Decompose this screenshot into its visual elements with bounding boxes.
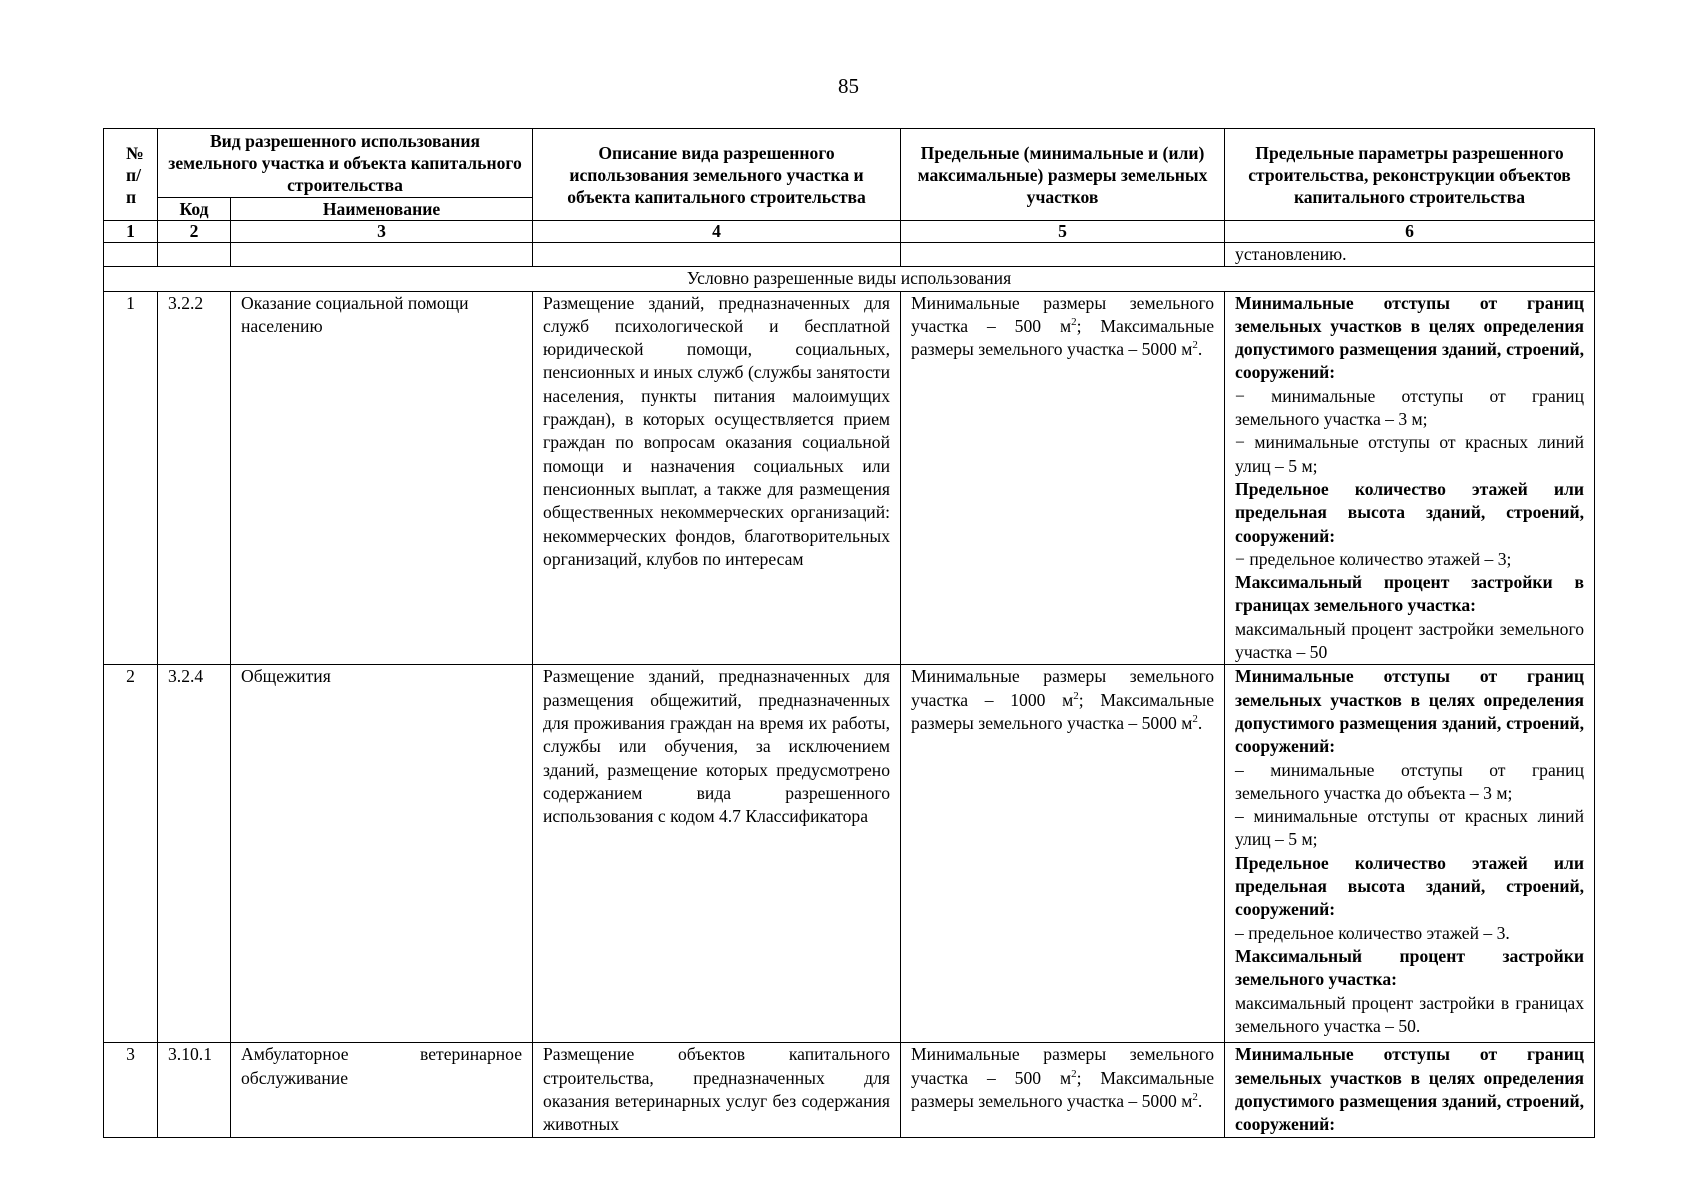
column-number: 2 <box>158 221 231 243</box>
column-number: 1 <box>104 221 158 243</box>
params-title: Предельное количество этажей или предельная высота зданий, строений, сооружений: <box>1235 478 1585 546</box>
params-title: Предельное количество этажей или предельная высота зданий, строений, сооружений: <box>1235 852 1585 920</box>
params-item: − минимальные отступы от границ земельного участка – 3 м; <box>1235 385 1585 430</box>
land-use-table <box>103 128 1595 1138</box>
row-description: Размещение объектов капитального строительства, предназначенных для оказания ветеринарных услуг без содержания животных <box>533 1043 901 1137</box>
size-max: Максимальные размеры земельного участка – 5000 $м^2$. <box>911 315 1215 360</box>
params-item: – минимальные отступы от красных линий улиц – 5 м; <box>1235 806 1585 850</box>
column-number: 6 <box>1225 221 1595 243</box>
row-params <box>1225 665 1595 1043</box>
continuation-row <box>104 243 1595 267</box>
row-code: 3.10.1 <box>158 1043 231 1137</box>
row-params <box>1225 1043 1595 1137</box>
column-number: 4 <box>533 221 901 243</box>
params-title: Минимальные отступы от границ земельных участков в целях определения допустимого размещения зданий, строений, сооружений: <box>1235 666 1585 757</box>
row-number: 2 <box>104 665 158 1043</box>
header-type-group: Вид разрешенного использования земельного участка и объекта капитального строительства <box>158 129 533 198</box>
header-code: Код <box>158 198 231 221</box>
row-name: Общежития <box>231 665 533 1043</box>
row-sizes <box>901 1043 1225 1137</box>
row-number: 3 <box>104 1043 158 1137</box>
params-item: – минимальные отступы от границ земельного участка до объекта – 3 м; <box>1235 759 1585 803</box>
params-item: − минимальные отступы от красных линий улиц – 5 м; <box>1235 432 1585 476</box>
table-row <box>104 291 1595 665</box>
header-row <box>104 129 1595 198</box>
size-max: Максимальные размеры земельного участка – 5000 $м^2$. <box>911 689 1215 733</box>
size-max: Максимальные размеры земельного участка – 5000 $м^2$. <box>911 1067 1215 1111</box>
row-params <box>1225 291 1595 665</box>
row-name: Оказание социальной помощи населению <box>231 291 533 665</box>
header-number: № п/п <box>104 129 158 221</box>
params-item: максимальный процент застройки земельного участка – 50 <box>1235 618 1585 663</box>
table-row <box>104 665 1595 1043</box>
row-name: Амбулаторное ветеринарное обслуживание <box>231 1043 533 1137</box>
row-number: 1 <box>104 291 158 665</box>
params-title: Минимальные отступы от границ земельных участков в целях определения допустимого размещения зданий, строений, сооружений: <box>1235 292 1585 383</box>
header-description: Описание вида разрешенного использования земельного участка и объекта капитального строительства <box>533 129 901 221</box>
row-code: 3.2.4 <box>158 665 231 1043</box>
size-min: Минимальные размеры земельного участка – 500 $м^2$; <box>911 1044 1215 1088</box>
page-number: 85 <box>838 74 859 98</box>
continuation-text: установлению. <box>1225 243 1595 267</box>
params-item: максимальный процент застройки в границах земельного участка – 50. <box>1235 992 1585 1036</box>
column-number: 3 <box>231 221 533 243</box>
section-title: Условно разрешенные виды использования <box>104 267 1595 291</box>
params-item: − предельное количество этажей – 3; <box>1235 548 1512 569</box>
table-row <box>104 1043 1595 1137</box>
section-row <box>104 267 1595 291</box>
row-sizes <box>901 291 1225 665</box>
header-name: Наименование <box>231 198 533 221</box>
row-description: Размещение зданий, предназначенных для служб психологической и бесплатной юридической помощи, социальных, пенсионных и иных служб (службы занятости населения, пункты питания малоимущих граждан), в которых осуществляется прием граждан по вопросам оказания социальной помощи и назначения социальных или пенсионных выплат, а также для размещения общественных некоммерческих организаций: некоммерческих фондов, благотворительных организаций, клубов по интересам <box>533 291 901 665</box>
row-code: 3.2.2 <box>158 291 231 665</box>
header-params: Предельные параметры разрешенного строительства, реконструкции объектов капитального строительства <box>1225 129 1595 221</box>
params-title: Максимальный процент застройки земельного участка: <box>1235 945 1585 990</box>
header-sizes: Предельные (минимальные и (или) максимальные) размеры земельных участков <box>901 129 1225 221</box>
column-number-row <box>104 221 1595 243</box>
row-description: Размещение зданий, предназначенных для размещения общежитий, предназначенных для проживания граждан на время их работы, службы или обучения, за исключением зданий, размещение которых предусмотрено содержанием вида разрешенного использования с кодом 4.7 Классификатора <box>533 665 901 1043</box>
column-number: 5 <box>901 221 1225 243</box>
row-sizes <box>901 665 1225 1043</box>
size-min: Минимальные размеры земельного участка – 1000 $м^2$; <box>911 666 1215 710</box>
params-title: Максимальный процент застройки в границах земельного участка: <box>1235 572 1585 616</box>
params-item: – предельное количество этажей – 3. <box>1235 922 1510 943</box>
params-title: Минимальные отступы от границ земельных участков в целях определения допустимого размещения зданий, строений, сооружений: <box>1235 1044 1585 1135</box>
size-min: Минимальные размеры земельного участка – 500 $м^2$; <box>911 292 1215 336</box>
